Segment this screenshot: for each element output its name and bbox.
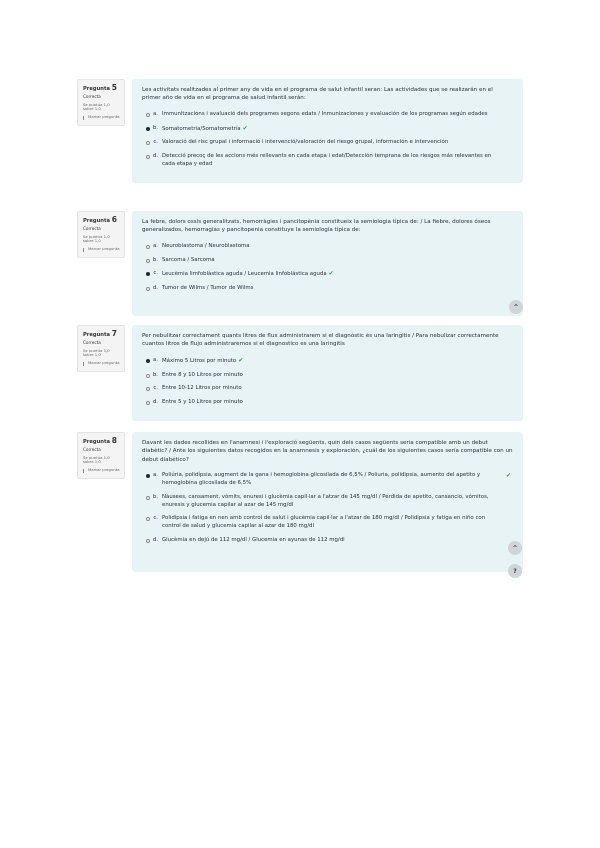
answer-option[interactable]: c. Valoració del risc grupal i informació i intervenció/valoración del riesgo grupal, información e intervención — [142, 139, 513, 147]
check-icon: ✔ — [328, 270, 334, 278]
answer-option[interactable]: b. Entre 8 y 10 Litros por minuto — [142, 372, 513, 380]
check-icon: ✔ — [238, 356, 244, 364]
question-content — [132, 211, 523, 316]
answer-option[interactable]: a. Poliúria, polidípsia, augment de la gana i hemoglobina glicosilada de 6,5% / Poliuria, polidipsia, aumento del apetito y hemoglobina glicosilada de 6,5% ✔ — [142, 472, 513, 488]
question-state: Correcta — [83, 226, 101, 231]
help-button[interactable]: ? — [508, 564, 522, 578]
question-content — [132, 432, 523, 572]
check-icon: ✔ — [505, 472, 511, 480]
answer-list — [142, 472, 513, 545]
answer-list — [142, 111, 513, 169]
question-content — [132, 79, 523, 183]
question-number: Pregunta 8 — [83, 436, 117, 445]
answer-list — [142, 243, 513, 293]
question-text: Per nebulitzar correctament quants litres de flux administrarem si el diagnòstic és una laringitis / Para nebulizar correctamente cuantos litros de flujo administraremos si el diagnostico es una laringitis — [142, 333, 499, 348]
flag-question-link[interactable]: Marcar pregunta — [83, 115, 120, 120]
scroll-up-button[interactable]: ^ — [509, 300, 523, 314]
question-info — [77, 325, 125, 372]
question-content — [132, 325, 523, 421]
flag-icon — [83, 469, 86, 473]
answer-option[interactable]: c. Entre 10-12 Litros por minuto — [142, 385, 513, 393]
question-number: Pregunta 7 — [83, 329, 117, 338]
flag-question-link[interactable]: Marcar pregunta — [83, 468, 120, 473]
answer-option[interactable]: d. Detecció precoç de les accions més rellevants en cada etapa i edat/Detección temprana de los riesgos más relevantes en cada etapa y edad — [142, 153, 513, 169]
answer-option[interactable]: a. Immunitzacions i avaluació dels programes segons edats / Inmunizaciones y evaluación de los programas según edades — [142, 111, 513, 119]
question-text: Les activitats realitzades al primer any de vida en el programa de salut infantil seran: Las actividades que se realizarán en el primer año de vida en el programa de salud infantil serán: — [142, 87, 493, 102]
answer-option[interactable]: a. Máximo 5 Litros por minuto ✔ — [142, 357, 513, 366]
question-text: La febre, dolors ossis generalitzats, hemorràgies i pancitopènia constitueix la semiologia típica de: / La fiebre, dolores óseos generalizados, hemorragias y pancitopenia constituye la semiología típica de: — [142, 219, 491, 234]
answer-option[interactable]: d. Entre 5 y 10 Litros por minuto — [142, 399, 513, 407]
question-state: Correcta — [83, 94, 101, 99]
answer-list — [142, 357, 513, 407]
answer-option[interactable]: c. Leucèmia limfoblàstica aguda / Leucemia linfoblástica aguda ✔ — [142, 270, 513, 279]
check-icon: ✔ — [242, 124, 248, 132]
answer-option[interactable]: b. Nàusees, cansament, vòmits, enuresi i glucèmia capil·lar a l'atzar de 145 mg/dl / Pérdida de apetito, cansancio, vómitos, enuresis y glucemia capilar al azar de 145 mg/dl — [142, 494, 513, 510]
question-state: Correcta — [83, 340, 101, 345]
question-grade: Se puntúa 1,0 sobre 1,0 — [83, 347, 110, 358]
answer-option[interactable]: c. Polidípsia i fatiga en nen amb control de salut i glucèmia capil·lar a l'atzar de 180 mg/dl / Polidipsia y fatiga en niño con control de salud y glucemia capilar al azar de 180 mg/dl — [142, 515, 513, 531]
flag-icon — [83, 248, 86, 252]
question-grade: Se puntúa 1,0 sobre 1,0 — [83, 101, 110, 112]
flag-icon — [83, 362, 86, 366]
answer-option[interactable]: d. Tumor de Wilms / Tumor de Wilms — [142, 285, 513, 293]
question-grade: Se puntúa 1,0 sobre 1,0 — [83, 233, 110, 244]
question-grade: Se puntúa 1,0 sobre 1,0 — [83, 454, 110, 465]
flag-question-link[interactable]: Marcar pregunta — [83, 247, 120, 252]
question-info — [77, 432, 125, 479]
question-state: Correcta — [83, 447, 101, 452]
answer-option[interactable]: b. Sarcoma / Sarcoma — [142, 257, 513, 265]
scroll-up-button[interactable]: ^ — [508, 541, 522, 555]
question-number: Pregunta 6 — [83, 215, 117, 224]
question-info — [77, 211, 125, 258]
answer-option[interactable]: d. Glucèmia en dejú de 112 mg/dl / Glucemia en ayunas de 112 mg/dl — [142, 537, 513, 545]
flag-icon — [83, 116, 86, 120]
flag-question-link[interactable]: Marcar pregunta — [83, 361, 120, 366]
question-text: Davant les dades recollides en l'anamnesi i l'exploració següents, quin dels casos següents seria compatible amb un debut diabètic? / Ante los siguientes datos recogidos en la anamnesis y exploración, ¿cuál de los siguientes casos sería compatible con un debut diabético? — [142, 440, 513, 463]
answer-option[interactable]: a. Neuroblastoma / Neuroblastoma — [142, 243, 513, 251]
question-number: Pregunta 5 — [83, 83, 117, 92]
answer-option[interactable]: b. Somatometria/Somatometría ✔ — [142, 125, 513, 134]
question-info — [77, 79, 125, 126]
